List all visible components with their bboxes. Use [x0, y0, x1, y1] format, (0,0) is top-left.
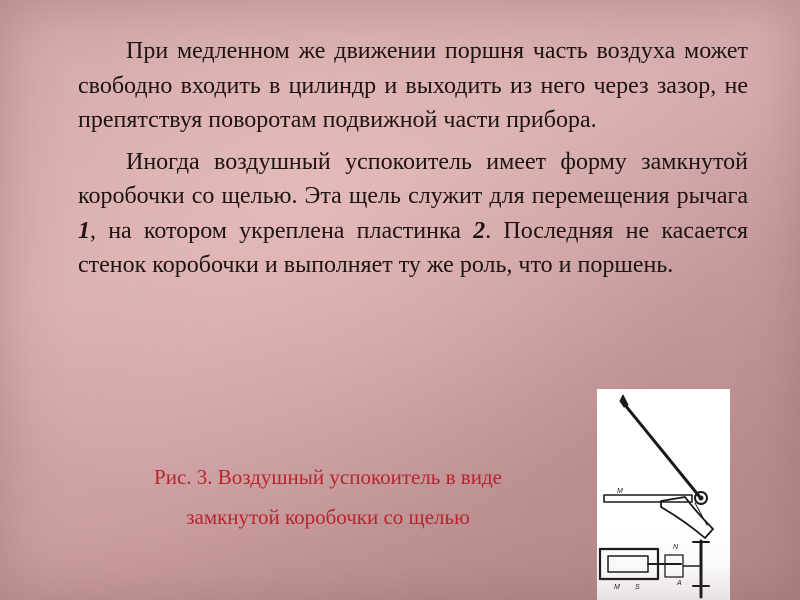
paragraph-1: При медленном же движении поршня часть воздуха может свободно входить в цилиндр и выходить из него через зазор, не препятствуя поворотам подвижной части прибора.: [78, 38, 748, 133]
paragraph-2-part-c: . Последняя не касается стенок коробочки и выполняет ту же роль, что и поршень.: [78, 217, 748, 278]
damper-box-inner: [608, 556, 648, 572]
label-m-top: M: [617, 488, 623, 495]
label-a: A: [677, 580, 682, 587]
plate-number: 2: [473, 217, 486, 244]
air-damper-drawing: [597, 389, 730, 600]
label-s: S: [635, 584, 640, 591]
hinge-inner: [699, 496, 703, 500]
plate-holder: [665, 555, 683, 577]
body-text: [78, 34, 748, 283]
paragraph-2: [78, 145, 748, 283]
label-m-bottom: M: [614, 584, 620, 591]
pointer-shaft: [625, 405, 699, 496]
figure-caption-line-1: Рис. 3. Воздушный успокоитель в виде: [154, 465, 502, 489]
figure-caption-line-2: замкнутой коробочки со щелью: [186, 505, 470, 529]
label-n: N: [673, 544, 679, 551]
paragraph-2-part-b: , на котором укреплена пластинка: [90, 217, 474, 244]
lever-number: 1: [78, 217, 90, 244]
paragraph-2-part-a: Иногда воздушный успокоитель имеет форму замкнутой коробочки со щелью. Эта щель служит для перемещения рычага: [78, 148, 748, 209]
damper-sector-line: [695, 503, 707, 525]
air-damper-figure: [597, 389, 730, 600]
